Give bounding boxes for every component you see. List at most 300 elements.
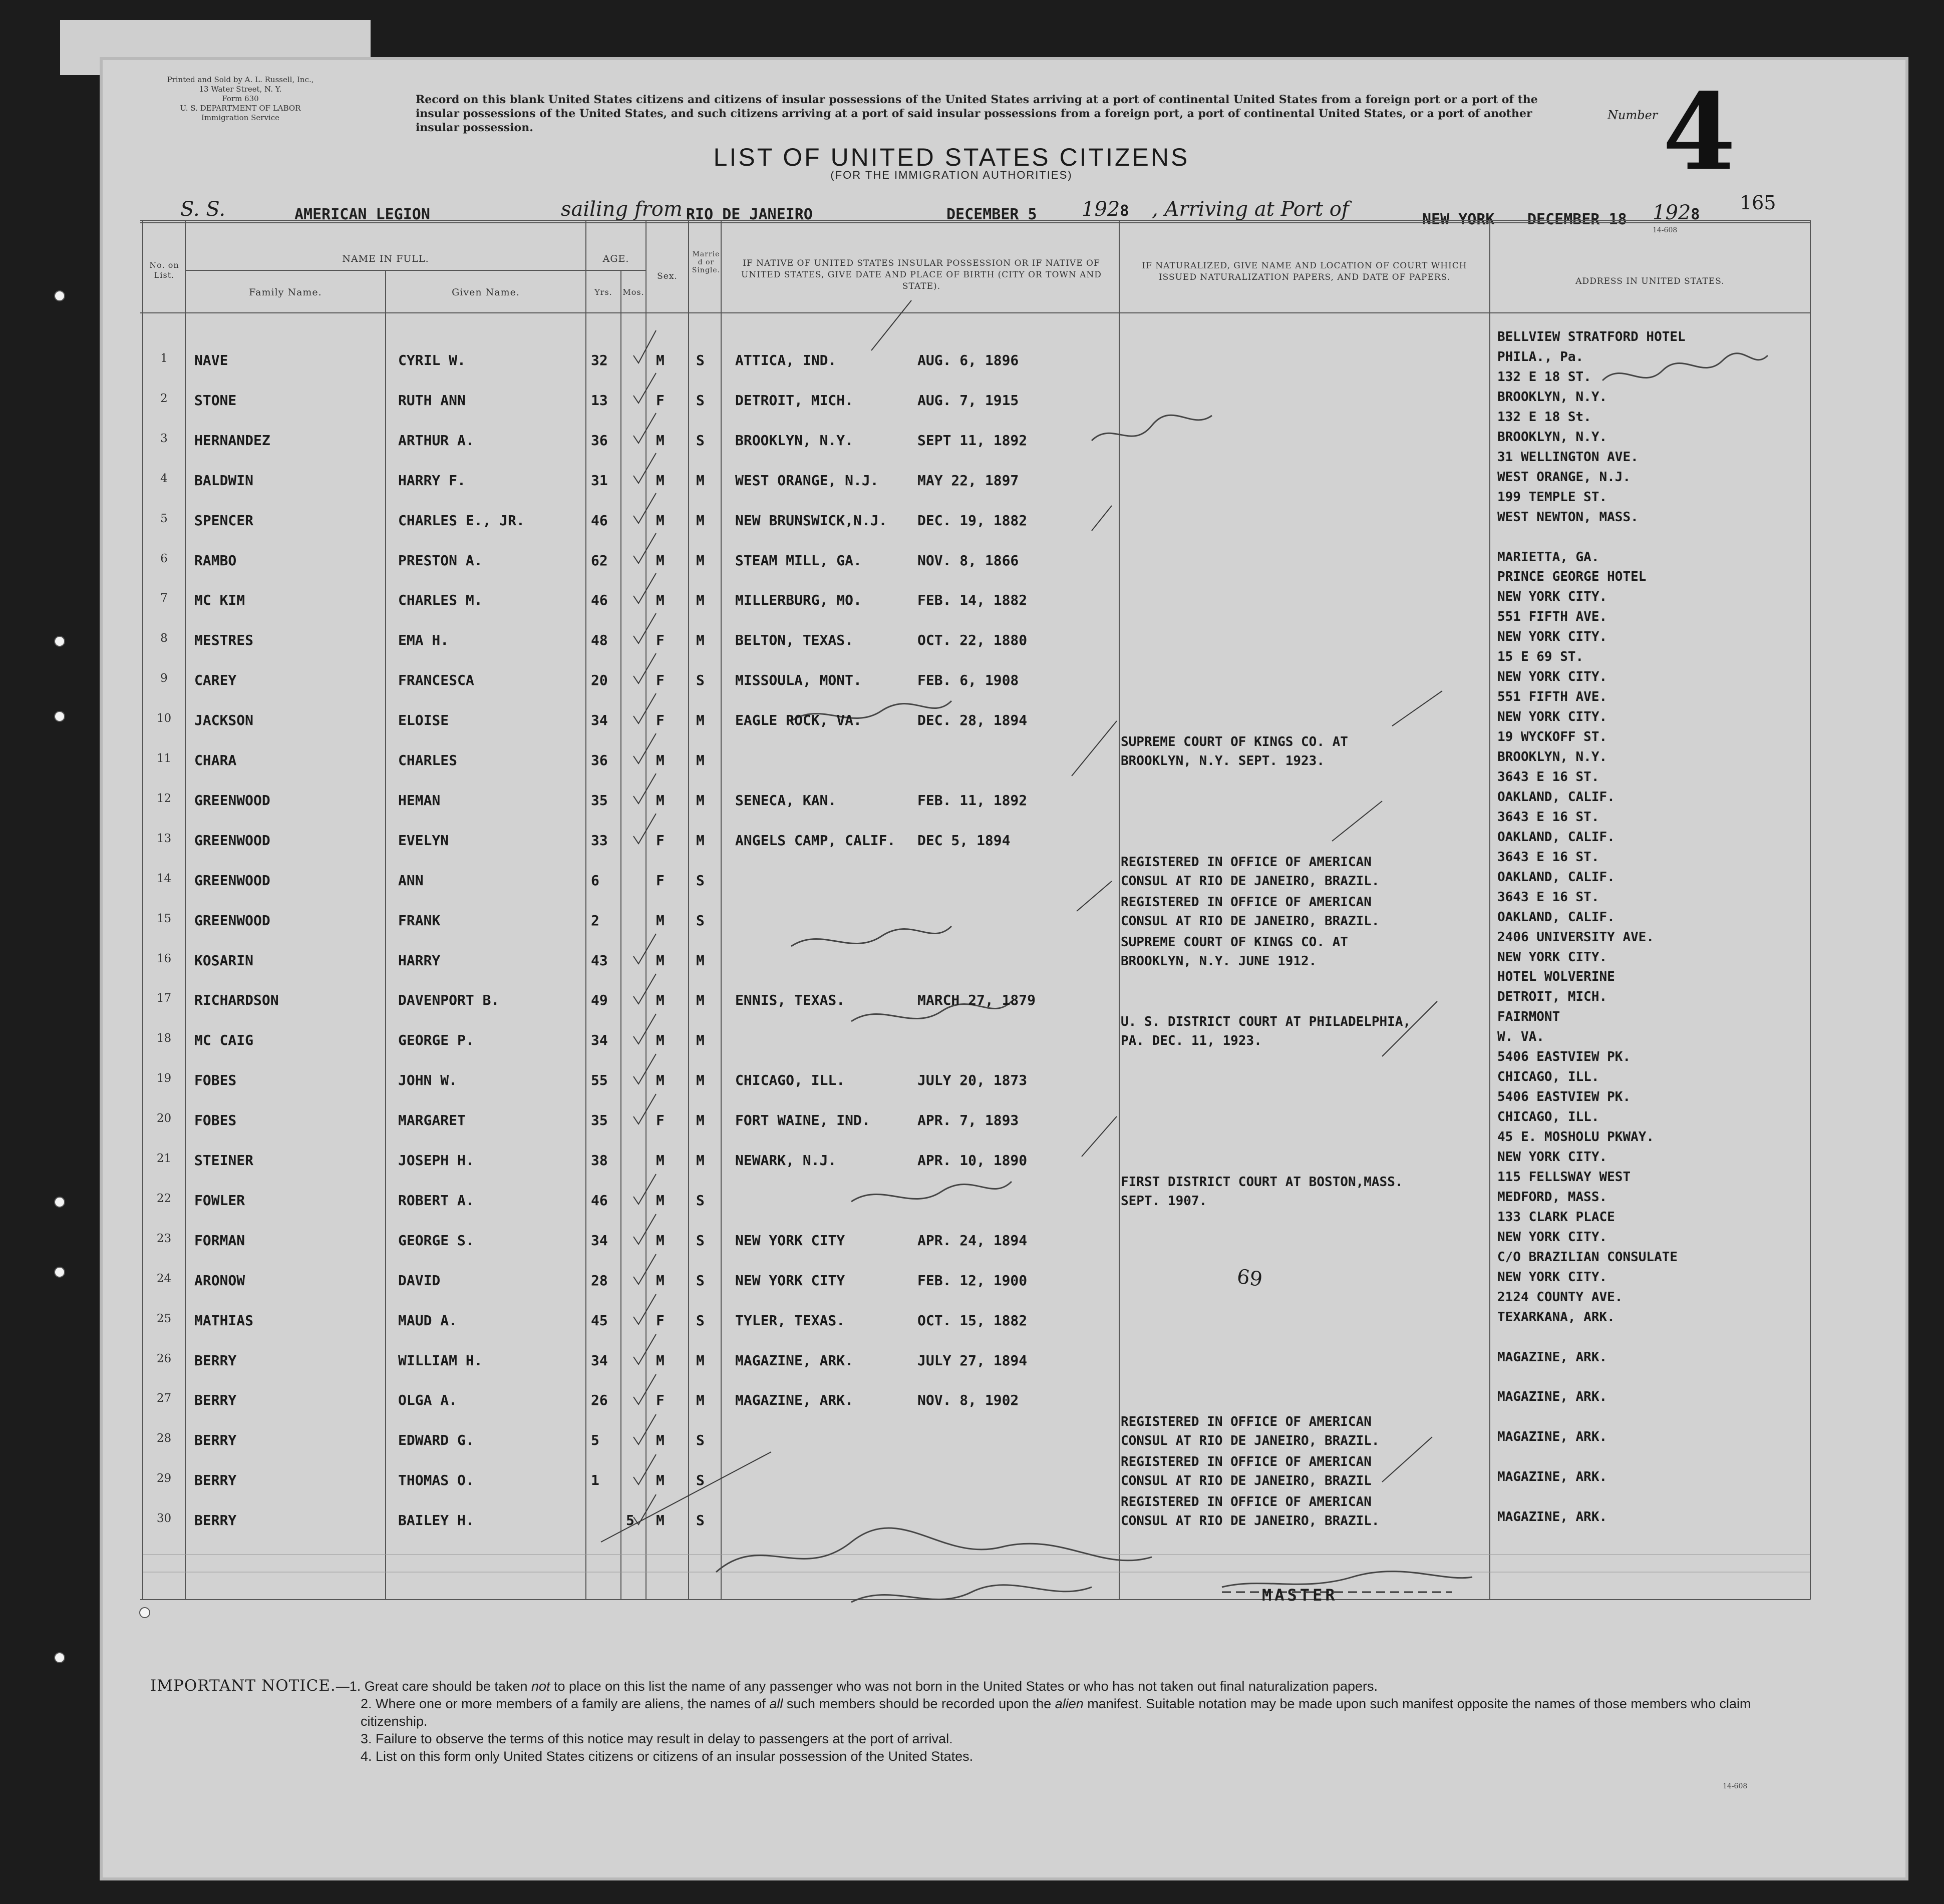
footer-code: 14-608	[1723, 1782, 1748, 1790]
address-cell: 3643 E 16 ST.	[1497, 850, 1599, 865]
birth-date-cell: FEB. 14, 1882	[917, 592, 1028, 608]
naturalization-cell: SUPREME COURT OF KINGS CO. AT	[1121, 734, 1348, 749]
row-number: 6	[160, 552, 168, 565]
family-name-cell: ARONOW	[194, 1272, 245, 1289]
birth-place-cell: MAGAZINE, ARK.	[735, 1352, 854, 1369]
age-years-cell: 35	[591, 1112, 608, 1128]
birth-place-cell: DETROIT, MICH.	[735, 392, 854, 409]
row-number: 20	[156, 1112, 172, 1125]
address-cell: MAGAZINE, ARK.	[1497, 1389, 1607, 1404]
age-years-cell: 48	[591, 632, 608, 648]
family-name-cell: MC KIM	[194, 592, 245, 608]
sex-cell: M	[656, 792, 665, 809]
given-name-cell: HEMAN	[398, 792, 441, 809]
address-cell: OAKLAND, CALIF.	[1497, 910, 1615, 925]
given-name-cell: EVELYN	[398, 832, 449, 849]
marital-status-cell: M	[696, 992, 705, 1008]
sailing-label: sailing from	[561, 198, 683, 221]
given-name-cell: JOHN W.	[398, 1072, 458, 1088]
marital-status-cell: M	[696, 752, 705, 769]
address-cell: 5406 EASTVIEW PK.	[1497, 1089, 1631, 1104]
binder-hole	[54, 1652, 65, 1663]
address-cell: NEW YORK CITY.	[1497, 629, 1607, 644]
birth-date-cell: MARCH 27, 1879	[917, 992, 1036, 1008]
sex-cell: F	[656, 1392, 665, 1408]
list-number: 4	[1663, 70, 1736, 194]
stamp-number: 69	[1235, 1265, 1264, 1292]
birth-place-cell: NEW BRUNSWICK,N.J.	[735, 512, 887, 529]
header-married-single: Married or Single.	[692, 250, 721, 274]
header-family-name: Family Name.	[249, 287, 322, 298]
marital-status-cell: S	[696, 432, 705, 449]
naturalization-cell: CONSUL AT RIO DE JANEIRO, BRAZIL.	[1121, 1513, 1380, 1529]
birth-place-cell: WEST ORANGE, N.J.	[735, 472, 879, 489]
binder-hole	[54, 290, 65, 301]
address-cell: PHILA., Pa.	[1497, 349, 1584, 364]
address-cell: 115 FELLSWAY WEST	[1497, 1170, 1631, 1185]
sex-cell: M	[656, 1512, 665, 1529]
notice-item-2: 2. Where one or more members of a family are aliens, the names of all such members should be recorded upon the alien manifest. Suitable notation may be made upon such manifest opposite the names of those members who claim citizenship.	[361, 1696, 1751, 1729]
address-cell: W. VA.	[1497, 1029, 1544, 1044]
family-name-cell: STONE	[194, 392, 237, 409]
row-number: 14	[156, 872, 172, 885]
birth-date-cell: DEC 5, 1894	[917, 832, 1011, 849]
printer-line: Printed and Sold by A. L. Russell, Inc.,	[167, 75, 314, 84]
address-cell: OAKLAND, CALIF.	[1497, 790, 1615, 805]
port-to: NEW YORK	[1422, 211, 1495, 228]
ss-label: S. S.	[180, 198, 226, 221]
page-subtitle: (FOR THE IMMIGRATION AUTHORITIES)	[830, 169, 1073, 181]
header-mos: Mos.	[622, 287, 644, 297]
age-years-cell: 28	[591, 1272, 608, 1289]
age-years-cell: 34	[591, 712, 608, 728]
given-name-cell: DAVENPORT B.	[398, 992, 500, 1008]
address-cell: CHICAGO, ILL.	[1497, 1109, 1599, 1124]
row-number: 4	[160, 472, 168, 485]
birth-date-cell: MAY 22, 1897	[917, 472, 1019, 489]
birth-place-cell: STEAM MILL, GA.	[735, 552, 862, 569]
family-name-cell: MESTRES	[194, 632, 254, 648]
birth-place-cell: TYLER, TEXAS.	[735, 1312, 845, 1329]
address-cell: MARIETTA, GA.	[1497, 550, 1599, 565]
address-cell: NEW YORK CITY.	[1497, 709, 1607, 724]
age-years-cell: 6	[591, 872, 599, 889]
given-name-cell: MAUD A.	[398, 1312, 458, 1329]
marital-status-cell: S	[696, 672, 705, 688]
header-sex: Sex.	[657, 271, 678, 281]
birth-place-cell: FORT WAINE, IND.	[735, 1112, 870, 1128]
naturalization-cell: CONSUL AT RIO DE JANEIRO, BRAZIL	[1121, 1473, 1372, 1488]
birth-date-cell: OCT. 22, 1880	[917, 632, 1028, 648]
row-number: 8	[160, 632, 168, 645]
row-number: 30	[156, 1512, 172, 1525]
arrival-year: 1928	[1653, 201, 1700, 224]
birth-date-cell: NOV. 8, 1866	[917, 552, 1019, 569]
row-number: 11	[156, 752, 172, 765]
marital-status-cell: M	[696, 592, 705, 608]
header-yrs: Yrs.	[594, 287, 612, 297]
address-cell: 199 TEMPLE ST.	[1497, 490, 1607, 505]
row-number: 27	[156, 1392, 172, 1405]
birth-date-cell: FEB. 12, 1900	[917, 1272, 1028, 1289]
marital-status-cell: M	[696, 1352, 705, 1369]
arrival-date: DECEMBER 18	[1527, 211, 1627, 228]
marital-status-cell: M	[696, 792, 705, 809]
header-name-in-full: NAME IN FULL.	[342, 253, 429, 264]
marital-status-cell: S	[696, 912, 705, 929]
birth-place-cell: MISSOULA, MONT.	[735, 672, 862, 688]
row-number: 22	[156, 1192, 172, 1205]
row-number: 21	[156, 1152, 172, 1165]
ship-name: AMERICAN LEGION	[294, 206, 430, 223]
given-name-cell: GEORGE P.	[398, 1032, 474, 1048]
given-name-cell: CYRIL W.	[398, 352, 466, 368]
sex-cell: F	[656, 632, 665, 648]
address-cell: BROOKLYN, N.Y.	[1497, 430, 1607, 445]
given-name-cell: OLGA A.	[398, 1392, 458, 1408]
age-years-cell: 5	[591, 1432, 599, 1448]
binder-hole	[54, 711, 65, 722]
naturalization-cell: REGISTERED IN OFFICE OF AMERICAN	[1121, 895, 1372, 910]
header-place-of-birth: IF NATIVE OF UNITED STATES INSULAR POSSESSION OR IF NATIVE OF UNITED STATES, GIVE DATE AND PLACE OF BIRTH (CITY OR TOWN AND STATE).	[741, 258, 1102, 291]
address-cell: NEW YORK CITY.	[1497, 950, 1607, 965]
given-name-cell: HARRY	[398, 952, 441, 969]
age-years-cell: 45	[591, 1312, 608, 1329]
given-name-cell: MARGARET	[398, 1112, 466, 1128]
age-years-cell: 46	[591, 1192, 608, 1209]
age-years-cell: 32	[591, 352, 608, 368]
given-name-cell: FRANCESCA	[398, 672, 474, 688]
sex-cell: M	[656, 1032, 665, 1048]
age-years-cell: 46	[591, 512, 608, 529]
naturalization-cell: REGISTERED IN OFFICE OF AMERICAN	[1121, 1454, 1372, 1469]
sex-cell: M	[656, 1272, 665, 1289]
address-cell: NEW YORK CITY.	[1497, 1230, 1607, 1245]
age-years-cell: 34	[591, 1352, 608, 1369]
sex-cell: F	[656, 1312, 665, 1329]
family-name-cell: GREENWOOD	[194, 832, 270, 849]
given-name-cell: DAVID	[398, 1272, 441, 1289]
family-name-cell: NAVE	[194, 352, 228, 368]
birth-date-cell: JULY 20, 1873	[917, 1072, 1028, 1088]
sex-cell: M	[656, 1152, 665, 1169]
naturalization-cell: SUPREME COURT OF KINGS CO. AT	[1121, 935, 1348, 950]
age-years-cell: 36	[591, 752, 608, 769]
sex-cell: M	[656, 1192, 665, 1209]
given-name-cell: HARRY F.	[398, 472, 466, 489]
given-name-cell: CHARLES M.	[398, 592, 483, 608]
row-number: 16	[156, 952, 172, 965]
address-cell: MEDFORD, MASS.	[1497, 1190, 1607, 1205]
number-label: Number	[1607, 108, 1658, 122]
age-years-cell: 2	[591, 912, 599, 929]
birth-date-cell: DEC. 28, 1894	[917, 712, 1028, 728]
marital-status-cell: M	[696, 632, 705, 648]
family-name-cell: BERRY	[194, 1472, 237, 1488]
header-age: AGE.	[602, 253, 629, 264]
address-cell: OAKLAND, CALIF.	[1497, 870, 1615, 885]
marital-status-cell: S	[696, 872, 705, 889]
family-name-cell: JACKSON	[194, 712, 254, 728]
naturalization-cell: CONSUL AT RIO DE JANEIRO, BRAZIL.	[1121, 914, 1380, 929]
birth-place-cell: CHICAGO, ILL.	[735, 1072, 845, 1088]
address-cell: 3643 E 16 ST.	[1497, 770, 1599, 785]
birth-place-cell: NEWARK, N.J.	[735, 1152, 837, 1169]
address-cell: 3643 E 16 ST.	[1497, 810, 1599, 825]
family-name-cell: GREENWOOD	[194, 872, 270, 889]
marital-status-cell: M	[696, 952, 705, 969]
family-name-cell: BALDWIN	[194, 472, 254, 489]
notice-heading: IMPORTANT NOTICE.	[150, 1677, 336, 1695]
marital-status-cell: M	[696, 1072, 705, 1088]
marital-status-cell: S	[696, 352, 705, 368]
address-cell: 551 FIFTH AVE.	[1497, 689, 1607, 704]
address-cell: MAGAZINE, ARK.	[1497, 1509, 1607, 1525]
birth-place-cell: ATTICA, IND.	[735, 352, 837, 368]
printer-line: 13 Water Street, N. Y.	[199, 85, 282, 94]
naturalization-cell: PA. DEC. 11, 1923.	[1121, 1033, 1262, 1048]
sex-cell: M	[656, 1472, 665, 1488]
page-title: LIST OF UNITED STATES CITIZENS	[713, 143, 1190, 171]
marital-status-cell: S	[696, 392, 705, 409]
address-cell: NEW YORK CITY.	[1497, 1150, 1607, 1165]
family-name-cell: RICHARDSON	[194, 992, 279, 1008]
birth-place-cell: ENNIS, TEXAS.	[735, 992, 845, 1008]
age-years-cell: 20	[591, 672, 608, 688]
sail-date: DECEMBER 5	[946, 206, 1037, 223]
age-years-cell: 43	[591, 952, 608, 969]
sex-cell: F	[656, 712, 665, 728]
birth-date-cell: APR. 7, 1893	[917, 1112, 1019, 1128]
sex-cell: F	[656, 392, 665, 409]
address-cell: 2124 COUNTY AVE.	[1497, 1290, 1623, 1305]
birth-date-cell: FEB. 11, 1892	[917, 792, 1028, 809]
age-years-cell: 26	[591, 1392, 608, 1408]
age-years-cell: 33	[591, 832, 608, 849]
address-cell: 133 CLARK PLACE	[1497, 1210, 1615, 1225]
family-name-cell: MATHIAS	[194, 1312, 254, 1329]
family-name-cell: MC CAIG	[194, 1032, 254, 1048]
given-name-cell: RUTH ANN	[398, 392, 466, 409]
family-name-cell: BERRY	[194, 1352, 237, 1369]
address-cell: DETROIT, MICH.	[1497, 989, 1607, 1004]
address-cell: NEW YORK CITY.	[1497, 589, 1607, 604]
address-cell: 2406 UNIVERSITY AVE.	[1497, 930, 1655, 945]
age-years-cell: 13	[591, 392, 608, 409]
address-cell: 551 FIFTH AVE.	[1497, 609, 1607, 624]
sheet-number: 165	[1740, 192, 1776, 214]
sex-cell: M	[656, 952, 665, 969]
birth-place-cell: BELTON, TEXAS.	[735, 632, 854, 648]
address-cell: MAGAZINE, ARK.	[1497, 1469, 1607, 1484]
marital-status-cell: S	[696, 1272, 705, 1289]
birth-date-cell: AUG. 7, 1915	[917, 392, 1019, 409]
sex-cell: M	[656, 1232, 665, 1249]
birth-place-cell: ANGELS CAMP, CALIF.	[735, 832, 896, 849]
family-name-cell: FOBES	[194, 1112, 237, 1128]
given-name-cell: ARTHUR A.	[398, 432, 474, 449]
naturalization-cell: BROOKLYN, N.Y. JUNE 1912.	[1121, 954, 1317, 969]
sex-cell: M	[656, 1352, 665, 1369]
marital-status-cell: M	[696, 832, 705, 849]
age-years-cell: 31	[591, 472, 608, 489]
marital-status-cell: S	[696, 1512, 705, 1529]
marital-status-cell: S	[696, 1312, 705, 1329]
row-number: 2	[160, 392, 168, 405]
row-number: 15	[156, 912, 172, 925]
address-cell: 15 E 69 ST.	[1497, 649, 1584, 664]
sex-cell: M	[656, 1072, 665, 1088]
row-number: 1	[160, 352, 168, 365]
naturalization-cell: U. S. DISTRICT COURT AT PHILADELPHIA,	[1121, 1014, 1411, 1029]
age-years-cell: 34	[591, 1232, 608, 1249]
naturalization-cell: CONSUL AT RIO DE JANEIRO, BRAZIL.	[1121, 1433, 1380, 1448]
sex-cell: M	[656, 592, 665, 608]
binder-hole	[54, 636, 65, 647]
sex-cell: F	[656, 872, 665, 889]
birth-place-cell: NEW YORK CITY	[735, 1272, 845, 1289]
arriving-label: , Arriving at Port of	[1152, 198, 1349, 221]
family-name-cell: CAREY	[194, 672, 237, 688]
age-years-cell: 46	[591, 592, 608, 608]
row-number: 7	[160, 592, 168, 605]
age-years-cell: 34	[591, 1032, 608, 1048]
address-cell: BROOKLYN, N.Y.	[1497, 390, 1607, 405]
sex-cell: M	[656, 1432, 665, 1448]
family-name-cell: BERRY	[194, 1392, 237, 1408]
naturalization-cell: SEPT. 1907.	[1121, 1194, 1207, 1209]
birth-date-cell: OCT. 15, 1882	[917, 1312, 1028, 1329]
row-number: 29	[156, 1472, 172, 1485]
row-number: 12	[156, 792, 172, 805]
family-name-cell: FOWLER	[194, 1192, 245, 1209]
binder-hole	[54, 1197, 65, 1208]
sex-cell: M	[656, 472, 665, 489]
given-name-cell: PRESTON A.	[398, 552, 483, 569]
row-number: 3	[160, 432, 168, 445]
header-given-name: Given Name.	[452, 287, 520, 298]
sex-cell: M	[656, 512, 665, 529]
marital-status-cell: M	[696, 512, 705, 529]
naturalization-cell: BROOKLYN, N.Y. SEPT. 1923.	[1121, 753, 1325, 769]
marital-status-cell: M	[696, 472, 705, 489]
birth-date-cell: AUG. 6, 1896	[917, 352, 1019, 368]
address-cell: WEST ORANGE, N.J.	[1497, 470, 1631, 485]
given-name-cell: CHARLES E., JR.	[398, 512, 525, 529]
instructions-text: Record on this blank United States citizens and citizens of insular possessions of the United States arriving at a port of continental United States from a foreign port or a port of the insular possessions of the United States, and such citizens arriving at a port of said insular possessions from a foreign port, a port of continental United States, or a port of another insular possession.	[416, 93, 1538, 134]
birth-place-cell: NEW YORK CITY	[735, 1232, 845, 1249]
row-number: 13	[156, 832, 172, 845]
printer-line: U. S. DEPARTMENT OF LABOR	[180, 104, 301, 113]
important-notice	[150, 1677, 1793, 1765]
binder-hole	[54, 1267, 65, 1278]
printer-line: Form 630	[222, 94, 259, 103]
given-name-cell: JOSEPH H.	[398, 1152, 474, 1169]
marital-status-cell: M	[696, 1112, 705, 1128]
address-cell: 45 E. MOSHOLU PKWAY.	[1497, 1129, 1655, 1145]
birth-date-cell: NOV. 8, 1902	[917, 1392, 1019, 1408]
family-name-cell: FOBES	[194, 1072, 237, 1088]
row-number: 19	[156, 1072, 172, 1085]
age-years-cell: 38	[591, 1152, 608, 1169]
family-name-cell: GREENWOOD	[194, 792, 270, 809]
printer-line: Immigration Service	[201, 113, 280, 122]
address-cell: HOTEL WOLVERINE	[1497, 969, 1615, 984]
family-name-cell: KOSARIN	[194, 952, 254, 969]
birth-place-cell: BROOKLYN, N.Y.	[735, 432, 854, 449]
notice-item-4: 4. List on this form only United States citizens or citizens of an insular possession of the United States.	[361, 1749, 974, 1764]
sex-cell: M	[656, 752, 665, 769]
given-name-cell: THOMAS O.	[398, 1472, 474, 1488]
age-years-cell: 36	[591, 432, 608, 449]
address-cell: MAGAZINE, ARK.	[1497, 1429, 1607, 1444]
notice-item-1: IMPORTANT NOTICE.—1. Great care should be taken not to place on this list the name of any passenger who was not born in the United States or who has not taken out final naturalization papers.	[150, 1677, 1378, 1695]
row-number: 9	[160, 672, 168, 685]
family-name-cell: FORMAN	[194, 1232, 245, 1249]
address-cell: TEXARKANA, ARK.	[1497, 1310, 1615, 1325]
address-cell: PRINCE GEORGE HOTEL	[1497, 569, 1647, 584]
row-number: 24	[156, 1272, 172, 1285]
birth-place-cell: MAGAZINE, ARK.	[735, 1392, 854, 1408]
naturalization-cell: FIRST DISTRICT COURT AT BOSTON,MASS.	[1121, 1175, 1403, 1190]
birth-date-cell: APR. 24, 1894	[917, 1232, 1028, 1249]
sex-cell: F	[656, 832, 665, 849]
address-cell: 3643 E 16 ST.	[1497, 890, 1599, 905]
address-cell: MAGAZINE, ARK.	[1497, 1350, 1607, 1365]
naturalization-cell: REGISTERED IN OFFICE OF AMERICAN	[1121, 1414, 1372, 1429]
sex-cell: M	[656, 432, 665, 449]
sex-cell: F	[656, 672, 665, 688]
address-cell: BELLVIEW STRATFORD HOTEL	[1497, 329, 1686, 344]
row-number: 25	[156, 1312, 172, 1325]
marital-status-cell: M	[696, 1152, 705, 1169]
sex-cell: M	[656, 352, 665, 368]
row-number: 23	[156, 1232, 172, 1245]
family-name-cell: RAMBO	[194, 552, 237, 569]
address-cell: NEW YORK CITY.	[1497, 669, 1607, 684]
family-name-cell: STEINER	[194, 1152, 254, 1169]
given-name-cell: CHARLES	[398, 752, 458, 769]
given-name-cell: ELOISE	[398, 712, 449, 728]
row-number: 17	[156, 992, 172, 1005]
given-name-cell: ANN	[398, 872, 424, 889]
marital-status-cell: M	[696, 1032, 705, 1048]
family-name-cell: CHARA	[194, 752, 237, 769]
given-name-cell: FRANK	[398, 912, 441, 929]
marital-status-cell: M	[696, 1392, 705, 1408]
given-name-cell: BAILEY H.	[398, 1512, 474, 1529]
header-naturalization: IF NATURALIZED, GIVE NAME AND LOCATION OF COURT WHICH ISSUED NATURALIZATION PAPERS, AND DATE OF PAPERS.	[1142, 261, 1467, 282]
family-name-cell: GREENWOOD	[194, 912, 270, 929]
given-name-cell: GEORGE S.	[398, 1232, 474, 1249]
row-number: 10	[156, 712, 172, 725]
sex-cell: M	[656, 552, 665, 569]
birth-date-cell: DEC. 19, 1882	[917, 512, 1028, 529]
birth-date-cell: FEB. 6, 1908	[917, 672, 1019, 688]
naturalization-cell: REGISTERED IN OFFICE OF AMERICAN	[1121, 855, 1372, 870]
birth-date-cell: SEPT 11, 1892	[917, 432, 1028, 449]
family-name-cell: SPENCER	[194, 512, 254, 529]
address-cell: 19 WYCKOFF ST.	[1497, 729, 1607, 744]
marital-status-cell: M	[696, 552, 705, 569]
row-number: 28	[156, 1432, 172, 1445]
marital-status-cell: S	[696, 1472, 705, 1488]
birth-place-cell: EAGLE ROCK, VA.	[735, 712, 862, 728]
port-from: RIO DE JANEIRO	[686, 206, 813, 223]
header-address: ADDRESS IN UNITED STATES.	[1575, 276, 1725, 286]
address-cell: WEST NEWTON, MASS.	[1497, 510, 1639, 525]
row-number: 5	[160, 512, 168, 525]
